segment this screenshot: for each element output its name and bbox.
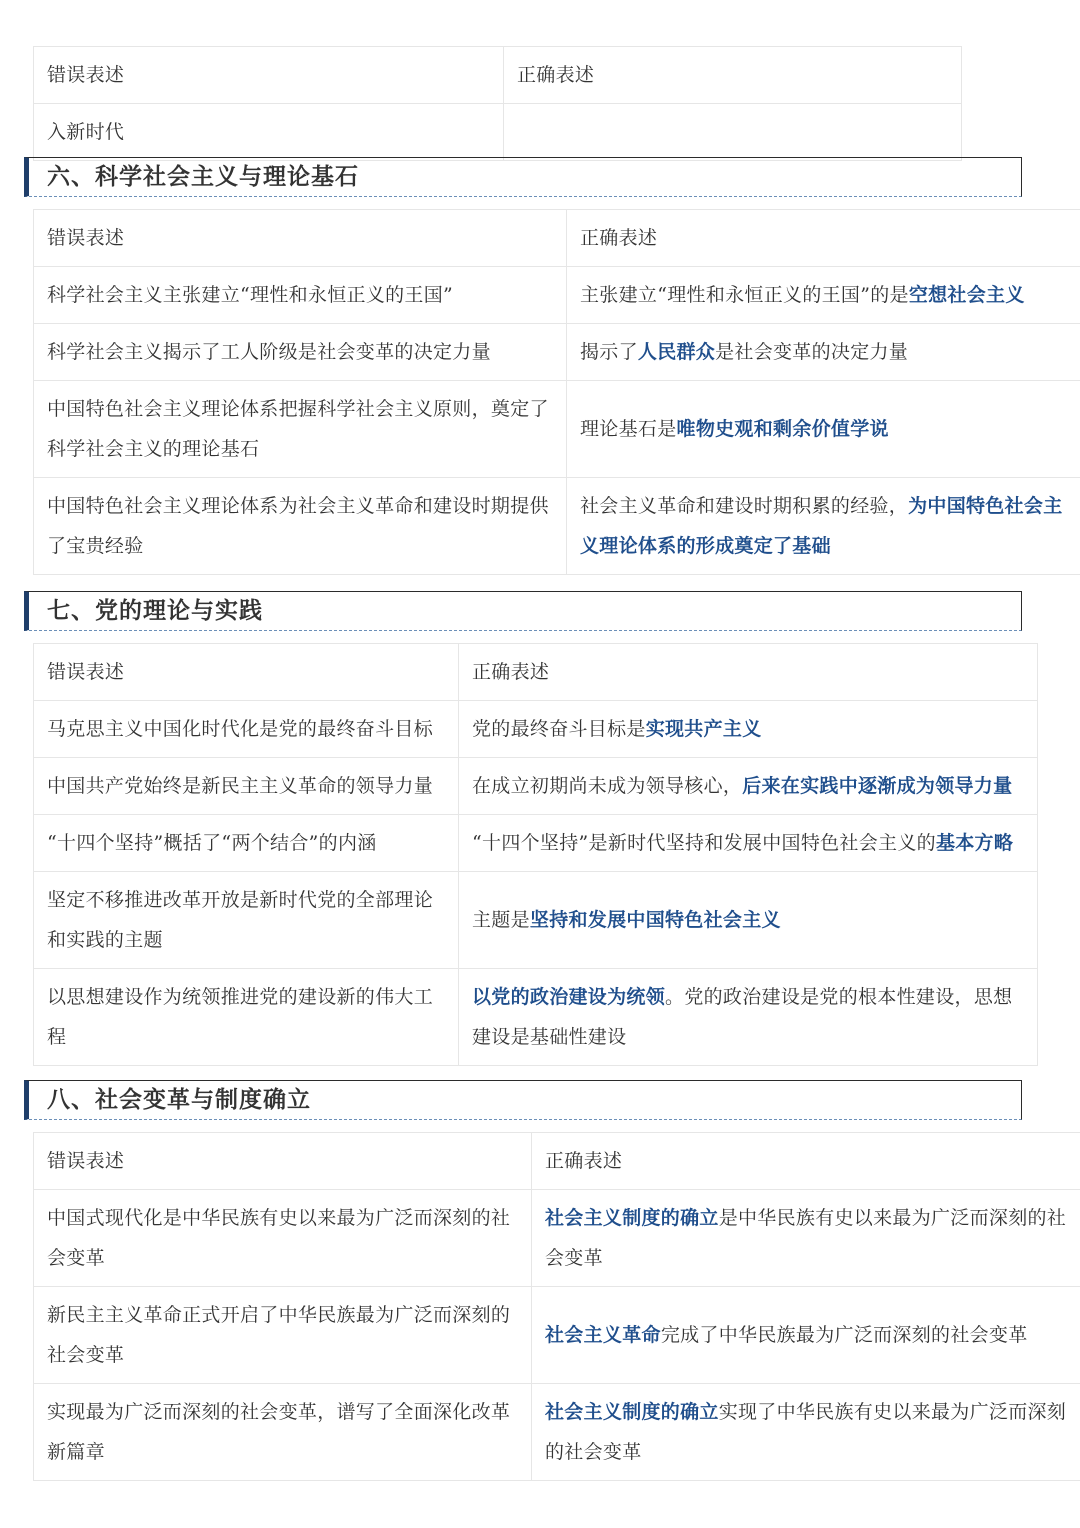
right-statement: 以党的政治建设为统领。党的政治建设是党的根本性建设，思想建设是基础性建设 — [459, 969, 1038, 1066]
table-row — [34, 758, 1038, 815]
table-header-row — [34, 644, 1038, 701]
wrong-statement: 马克思主义中国化时代化是党的最终奋斗目标 — [34, 701, 459, 758]
wrong-statement: 科学社会主义主张建立“理性和永恒正义的王国” — [34, 267, 567, 324]
right-statement: 理论基石是唯物史观和剩余价值学说 — [567, 381, 1080, 478]
section-title: 八、社会变革与制度确立 — [47, 1086, 311, 1113]
table-header-row — [34, 210, 1080, 267]
right-statement: 主题是坚持和发展中国特色社会主义 — [459, 872, 1038, 969]
right-statement: 社会主义制度的确立是中华民族有史以来最为广泛而深刻的社会变革 — [532, 1190, 1080, 1287]
section-title: 六、科学社会主义与理论基石 — [47, 163, 359, 190]
wrong-statement: 坚定不移推进改革开放是新时代党的全部理论和实践的主题 — [34, 872, 459, 969]
section-title: 七、党的理论与实践 — [47, 597, 263, 624]
table-row — [34, 969, 1038, 1066]
wrong-statement: 中国式现代化是中华民族有史以来最为广泛而深刻的社会变革 — [34, 1190, 532, 1287]
section-heading-7 — [24, 591, 1022, 631]
header-wrong: 错误表述 — [34, 47, 504, 104]
wrong-statement: 中国共产党始终是新民主主义革命的领导力量 — [34, 758, 459, 815]
header-wrong: 错误表述 — [34, 644, 459, 701]
table-row — [34, 1287, 1080, 1384]
right-statement: 在成立初期尚未成为领导核心，后来在实践中逐渐成为领导力量 — [459, 758, 1038, 815]
wrong-statement: 新民主主义革命正式开启了中华民族最为广泛而深刻的社会变革 — [34, 1287, 532, 1384]
header-right: 正确表述 — [532, 1133, 1080, 1190]
header-wrong: 错误表述 — [34, 210, 567, 267]
table-header-row — [34, 1133, 1080, 1190]
table-row — [34, 1190, 1080, 1287]
table-row — [34, 324, 1080, 381]
right-statement: 社会主义制度的确立实现了中华民族有史以来最为广泛而深刻的社会变革 — [532, 1384, 1080, 1481]
right-statement — [504, 104, 962, 161]
table-header-row — [34, 47, 962, 104]
right-statement: 党的最终奋斗目标是实现共产主义 — [459, 701, 1038, 758]
section-heading-6 — [24, 157, 1022, 197]
header-right: 正确表述 — [459, 644, 1038, 701]
right-statement: “十四个坚持”是新时代坚持和发展中国特色社会主义的基本方略 — [459, 815, 1038, 872]
table-row — [34, 815, 1038, 872]
section-heading-8 — [24, 1080, 1022, 1120]
comparison-table-6 — [33, 209, 1080, 575]
table-row — [34, 381, 1080, 478]
wrong-statement: 入新时代 — [34, 104, 504, 161]
wrong-statement: 中国特色社会主义理论体系把握科学社会主义原则，奠定了科学社会主义的理论基石 — [34, 381, 567, 478]
comparison-table-8 — [33, 1132, 1080, 1481]
header-wrong: 错误表述 — [34, 1133, 532, 1190]
table-row — [34, 478, 1080, 575]
right-statement: 社会主义革命和建设时期积累的经验，为中国特色社会主义理论体系的形成奠定了基础 — [567, 478, 1080, 575]
wrong-statement: 中国特色社会主义理论体系为社会主义革命和建设时期提供了宝贵经验 — [34, 478, 567, 575]
right-statement: 主张建立“理性和永恒正义的王国”的是空想社会主义 — [567, 267, 1080, 324]
wrong-statement: 以思想建设作为统领推进党的建设新的伟大工程 — [34, 969, 459, 1066]
wrong-statement: “十四个坚持”概括了“两个结合”的内涵 — [34, 815, 459, 872]
top-comparison-table — [33, 46, 962, 161]
wrong-statement: 实现最为广泛而深刻的社会变革，谱写了全面深化改革新篇章 — [34, 1384, 532, 1481]
table-row — [34, 1384, 1080, 1481]
header-right: 正确表述 — [504, 47, 962, 104]
header-right: 正确表述 — [567, 210, 1080, 267]
right-statement: 揭示了人民群众是社会变革的决定力量 — [567, 324, 1080, 381]
right-statement: 社会主义革命完成了中华民族最为广泛而深刻的社会变革 — [532, 1287, 1080, 1384]
wrong-statement: 科学社会主义揭示了工人阶级是社会变革的决定力量 — [34, 324, 567, 381]
table-row — [34, 267, 1080, 324]
table-row — [34, 104, 962, 161]
table-row — [34, 872, 1038, 969]
table-row — [34, 701, 1038, 758]
comparison-table-7 — [33, 643, 1038, 1066]
